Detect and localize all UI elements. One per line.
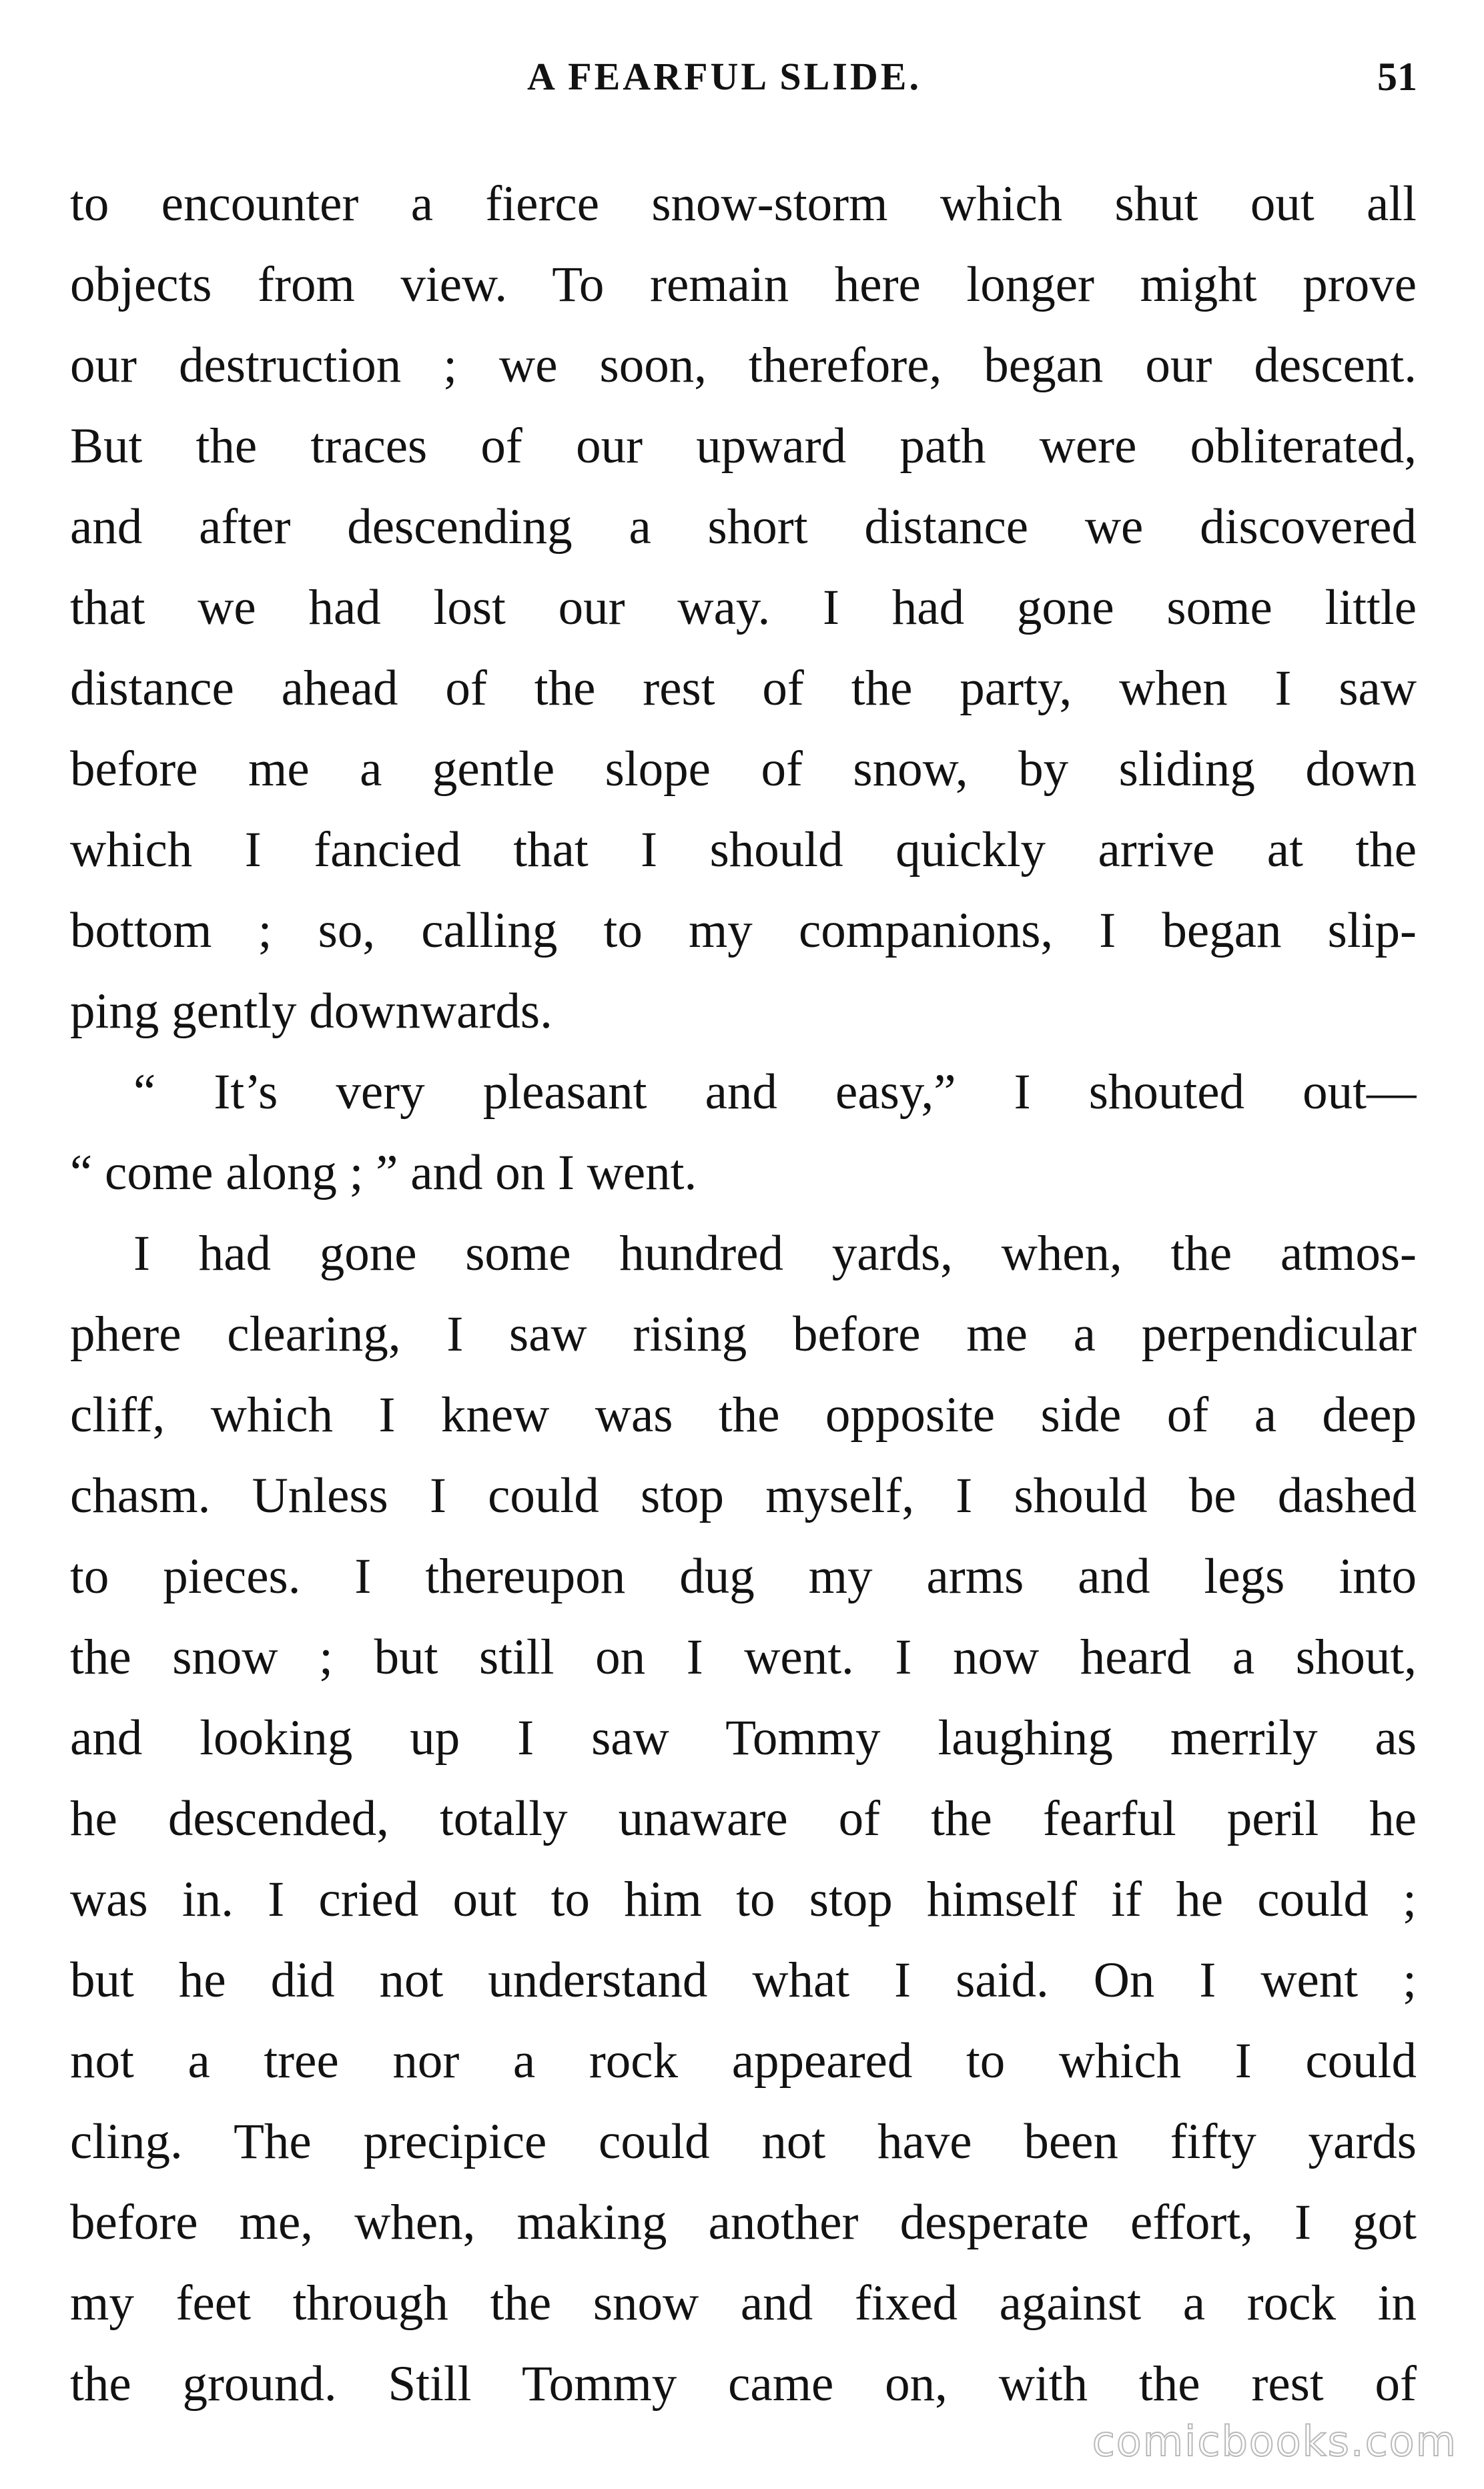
text-line: bottom ; so, calling to my companions, I began slip- xyxy=(70,903,1417,958)
text-line: “ come along ; ” and on I went. xyxy=(70,1145,697,1200)
text-line: phere clearing, I saw rising before me a perpendicular xyxy=(70,1307,1417,1362)
text-line: which I fancied that I should quickly arrive at the xyxy=(70,822,1417,877)
text-line: my feet through the snow and fixed against a rock in xyxy=(70,2275,1417,2331)
text-line: ping gently downwards. xyxy=(70,984,552,1039)
text-line: But the traces of our upward path were obliterated, xyxy=(70,418,1417,474)
text-line: not a tree nor a rock appeared to which I could xyxy=(70,2033,1417,2089)
text-line: to encounter a fierce snow-storm which shut out all xyxy=(70,176,1417,232)
text-line: our destruction ; we soon, therefore, began our descent. xyxy=(70,338,1417,393)
text-line: chasm. Unless I could stop myself, I should be dashed xyxy=(70,1468,1417,1523)
text-line: but he did not understand what I said. On I went ; xyxy=(70,1952,1417,2008)
page-number: 51 xyxy=(1377,55,1417,99)
watermark: comicbooks.com xyxy=(1092,2417,1457,2466)
running-head: A FEARFUL SLIDE. xyxy=(527,55,921,98)
text-line: was in. I cried out to him to stop himself if he could ; xyxy=(70,1872,1417,1927)
text-line: to pieces. I thereupon dug my arms and legs into xyxy=(70,1549,1417,1604)
body-text xyxy=(70,163,1417,2424)
text-line: and looking up I saw Tommy laughing merrily as xyxy=(70,1710,1417,1766)
text-line: the ground. Still Tommy came on, with the rest of xyxy=(70,2356,1417,2412)
text-line: he descended, totally unaware of the fearful peril he xyxy=(70,1791,1417,1846)
text-line: cliff, which I knew was the opposite side of a deep xyxy=(70,1387,1417,1443)
text-line: cling. The precipice could not have been fifty yards xyxy=(70,2114,1417,2169)
text-line: objects from view. To remain here longer might prove xyxy=(70,257,1417,312)
page-header xyxy=(0,50,1484,103)
text-line: I had gone some hundred yards, when, the atmos- xyxy=(133,1226,1417,1281)
text-line: before me, when, making another desperate effort, I got xyxy=(70,2195,1417,2250)
text-line: the snow ; but still on I went. I now heard a shout, xyxy=(70,1630,1417,1685)
text-line: and after descending a short distance we discovered xyxy=(70,499,1417,555)
text-line: “ It’s very pleasant and easy,” I shouted out— xyxy=(133,1064,1417,1120)
text-line: that we had lost our way. I had gone some little xyxy=(70,580,1417,635)
text-line: distance ahead of the rest of the party, when I saw xyxy=(70,661,1417,716)
text-line: before me a gentle slope of snow, by sliding down xyxy=(70,741,1417,797)
